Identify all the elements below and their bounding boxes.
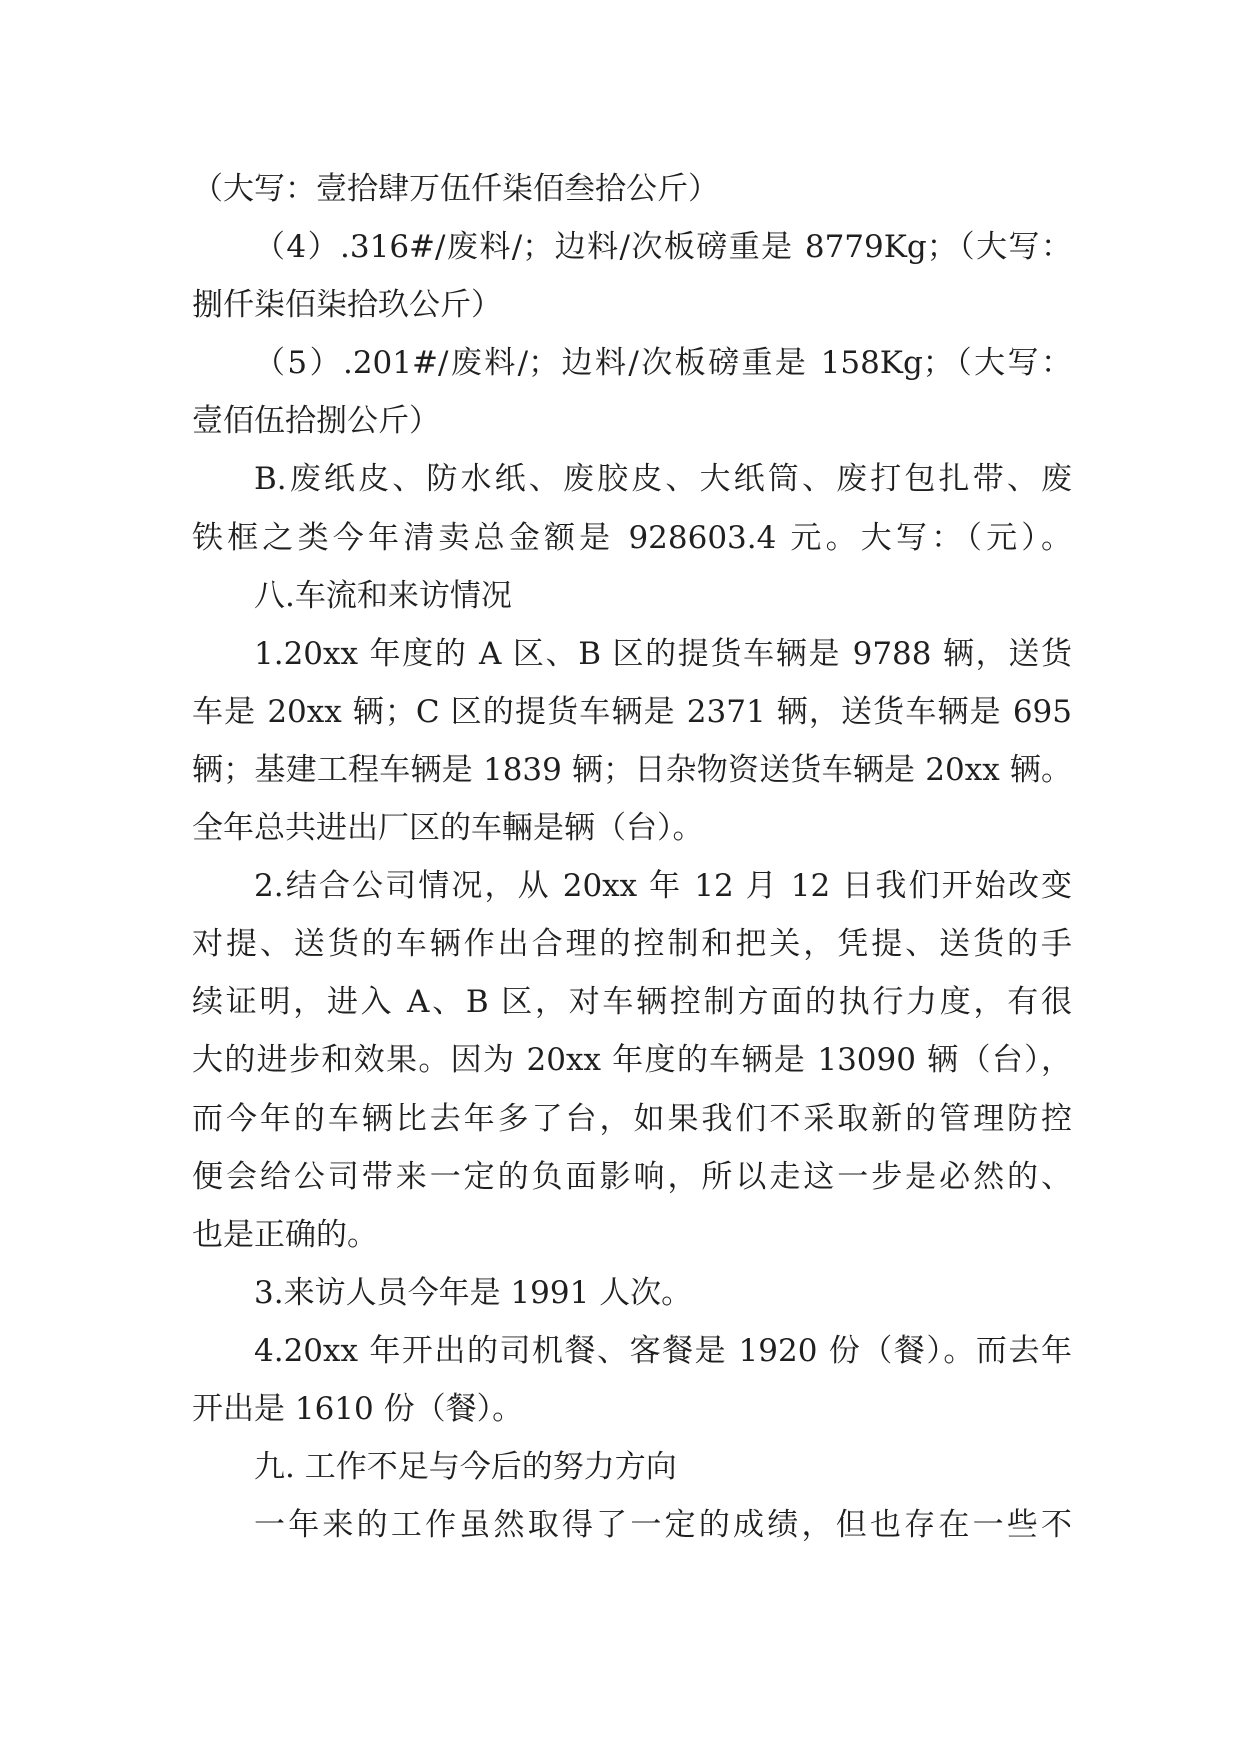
text-line: 开出是 1610 份（餐）。 — [192, 1390, 524, 1427]
section-heading: 八.车流和来访情况 — [254, 577, 512, 614]
text-line: 全年总共进出厂区的车輛是辆（台）。 — [192, 810, 704, 847]
text-line: 大的进步和效果。因为 20xx 年度的车辆是 13090 辆（台）， — [192, 1042, 1072, 1079]
text-line: 辆；基建工程车辆是 1839 辆；日杂物资送货车辆是 20xx 辆。 — [192, 751, 1072, 788]
text-line: 壹佰伍拾捌公斤） — [192, 403, 440, 440]
section-heading: 九. 工作不足与今后的努力方向 — [254, 1449, 677, 1486]
text-line: 一年来的工作虽然取得了一定的成绩，但也存在一些不 — [254, 1507, 1072, 1544]
text-line: （5）.201#/废料/；边料/次板磅重是 158Kg；（大写： — [254, 345, 1072, 382]
text-line: 捌仟柒佰柒拾玖公斤） — [192, 287, 502, 324]
text-line: 续证明，进入 A、B 区，对车辆控制方面的执行力度，有很 — [192, 984, 1072, 1021]
text-line: 而今年的车辆比去年多了台，如果我们不采取新的管理防控 — [192, 1100, 1072, 1137]
document-body — [192, 160, 1072, 1554]
text-line: 1.20xx 年度的 A 区、B 区的提货车辆是 9788 辆，送货 — [254, 635, 1072, 672]
text-line: （4）.316#/废料/；边料/次板磅重是 8779Kg；（大写： — [254, 229, 1072, 266]
text-line: B.废纸皮、防水纸、废胶皮、大纸筒、废打包扎带、废 — [254, 461, 1072, 498]
text-line: 也是正确的。 — [192, 1216, 378, 1253]
text-line: 3.来访人员今年是 1991 人次。 — [254, 1274, 693, 1311]
text-line: 4.20xx 年开出的司机餐、客餐是 1920 份（餐）。而去年 — [254, 1332, 1072, 1369]
text-line: 便会给公司带来一定的负面影响，所以走这一步是必然的、 — [192, 1158, 1072, 1195]
text-line: 车是 20xx 辆；C 区的提货车辆是 2371 辆，送货车辆是 695 — [192, 693, 1072, 730]
text-line: 2.结合公司情况，从 20xx 年 12 月 12 日我们开始改变 — [254, 868, 1072, 905]
text-line: （大写：壹拾肆万伍仟柒佰叁拾公斤） — [192, 171, 719, 207]
text-line: 对提、送货的车辆作出合理的控制和把关，凭提、送货的手 — [192, 926, 1072, 963]
text-line: 铁框之类今年清卖总金额是 928603.4 元。大写：（元）。 — [192, 519, 1072, 556]
